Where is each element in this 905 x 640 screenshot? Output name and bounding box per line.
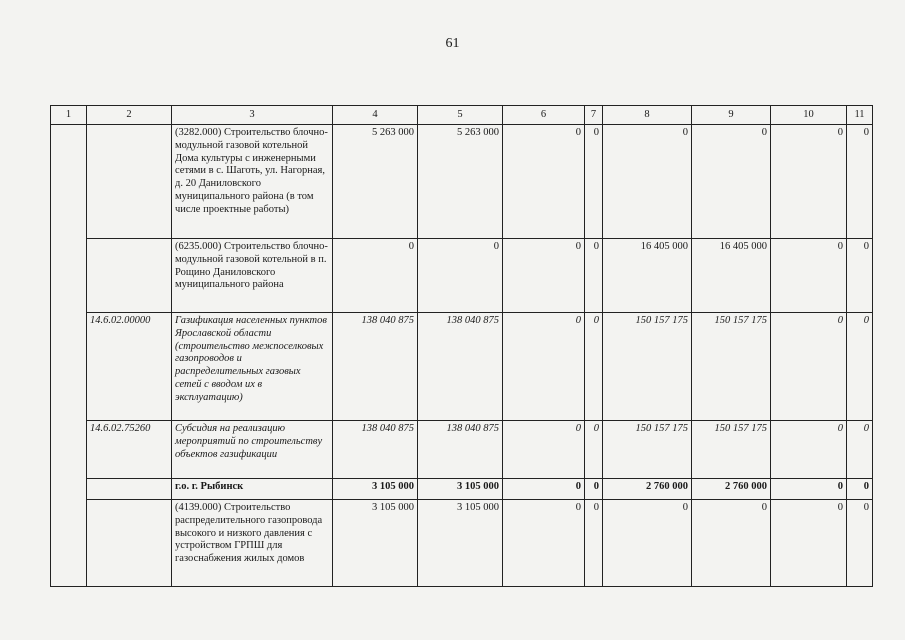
- column-header: 1: [51, 106, 87, 125]
- column-header: 2: [87, 106, 172, 125]
- value-cell: 0: [585, 500, 603, 587]
- value-cell: 0: [585, 239, 603, 313]
- value-cell: 0: [847, 313, 873, 421]
- value-cell: 0: [771, 421, 847, 479]
- value-cell: 138 040 875: [333, 421, 418, 479]
- value-cell: 138 040 875: [418, 313, 503, 421]
- value-cell: 0: [771, 313, 847, 421]
- value-cell: 0: [585, 125, 603, 239]
- value-cell: 0: [585, 421, 603, 479]
- code-cell: [87, 479, 172, 500]
- value-cell: 3 105 000: [333, 479, 418, 500]
- value-cell: 5 263 000: [418, 125, 503, 239]
- value-cell: 0: [585, 313, 603, 421]
- name-cell: г.о. г. Рыбинск: [172, 479, 333, 500]
- value-cell: 0: [333, 239, 418, 313]
- value-cell: 16 405 000: [692, 239, 771, 313]
- column-header: 6: [503, 106, 585, 125]
- column-header: 5: [418, 106, 503, 125]
- value-cell: 0: [603, 125, 692, 239]
- value-cell: 5 263 000: [333, 125, 418, 239]
- value-cell: 0: [847, 125, 873, 239]
- value-cell: 0: [847, 239, 873, 313]
- value-cell: 0: [585, 479, 603, 500]
- value-cell: 0: [771, 239, 847, 313]
- code-cell: 14.6.02.75260: [87, 421, 172, 479]
- column-header: 8: [603, 106, 692, 125]
- value-cell: 3 105 000: [418, 500, 503, 587]
- code-cell: 14.6.02.00000: [87, 313, 172, 421]
- value-cell: 0: [503, 313, 585, 421]
- value-cell: 0: [418, 239, 503, 313]
- value-cell: 16 405 000: [603, 239, 692, 313]
- value-cell: 0: [847, 500, 873, 587]
- budget-table: [50, 105, 873, 587]
- name-cell: Газификация населенных пунктов Ярославской области (строительство межпоселковых газопроводов и распределительных газовых сетей с вводом их в эксплуатацию): [172, 313, 333, 421]
- value-cell: 138 040 875: [418, 421, 503, 479]
- value-cell: 150 157 175: [603, 313, 692, 421]
- column-header: 11: [847, 106, 873, 125]
- page-number: 61: [445, 36, 460, 51]
- table-row: [51, 479, 873, 500]
- code-cell: [87, 239, 172, 313]
- value-cell: 2 760 000: [692, 479, 771, 500]
- value-cell: 0: [503, 500, 585, 587]
- value-cell: 150 157 175: [692, 313, 771, 421]
- table-row: [51, 125, 873, 239]
- name-cell: (4139.000) Строительство распределительного газопровода высокого и низкого давления с устройством ГРПШ для газоснабжения жилых домов: [172, 500, 333, 587]
- table-row: [51, 421, 873, 479]
- value-cell: 3 105 000: [333, 500, 418, 587]
- column-header: 10: [771, 106, 847, 125]
- name-cell: (6235.000) Строительство блочно-модульной газовой котельной в п. Рощино Даниловского муниципального района: [172, 239, 333, 313]
- column-header: 3: [172, 106, 333, 125]
- table-row: [51, 239, 873, 313]
- code-cell: [87, 500, 172, 587]
- header-row: [51, 106, 873, 125]
- value-cell: 0: [503, 125, 585, 239]
- row-number-cell: [51, 125, 87, 587]
- value-cell: 138 040 875: [333, 313, 418, 421]
- value-cell: 0: [603, 500, 692, 587]
- value-cell: 2 760 000: [603, 479, 692, 500]
- value-cell: 0: [771, 125, 847, 239]
- column-header: 4: [333, 106, 418, 125]
- value-cell: 0: [692, 500, 771, 587]
- name-cell: Субсидия на реализацию мероприятий по строительству объектов газификации: [172, 421, 333, 479]
- value-cell: 3 105 000: [418, 479, 503, 500]
- value-cell: 150 157 175: [692, 421, 771, 479]
- table-row: [51, 500, 873, 587]
- value-cell: 0: [771, 500, 847, 587]
- table-row: [51, 313, 873, 421]
- value-cell: 0: [771, 479, 847, 500]
- value-cell: 0: [847, 479, 873, 500]
- code-cell: [87, 125, 172, 239]
- value-cell: 0: [503, 239, 585, 313]
- value-cell: 0: [692, 125, 771, 239]
- column-header: 7: [585, 106, 603, 125]
- value-cell: 150 157 175: [603, 421, 692, 479]
- column-header: 9: [692, 106, 771, 125]
- value-cell: 0: [503, 479, 585, 500]
- value-cell: 0: [503, 421, 585, 479]
- value-cell: 0: [847, 421, 873, 479]
- name-cell: (3282.000) Строительство блочно-модульной газовой котельной Дома культуры с инженерными сетями в с. Шаготь, ул. Нагорная, д. 20 Даниловского муниципального района (в том числе проектные работы): [172, 125, 333, 239]
